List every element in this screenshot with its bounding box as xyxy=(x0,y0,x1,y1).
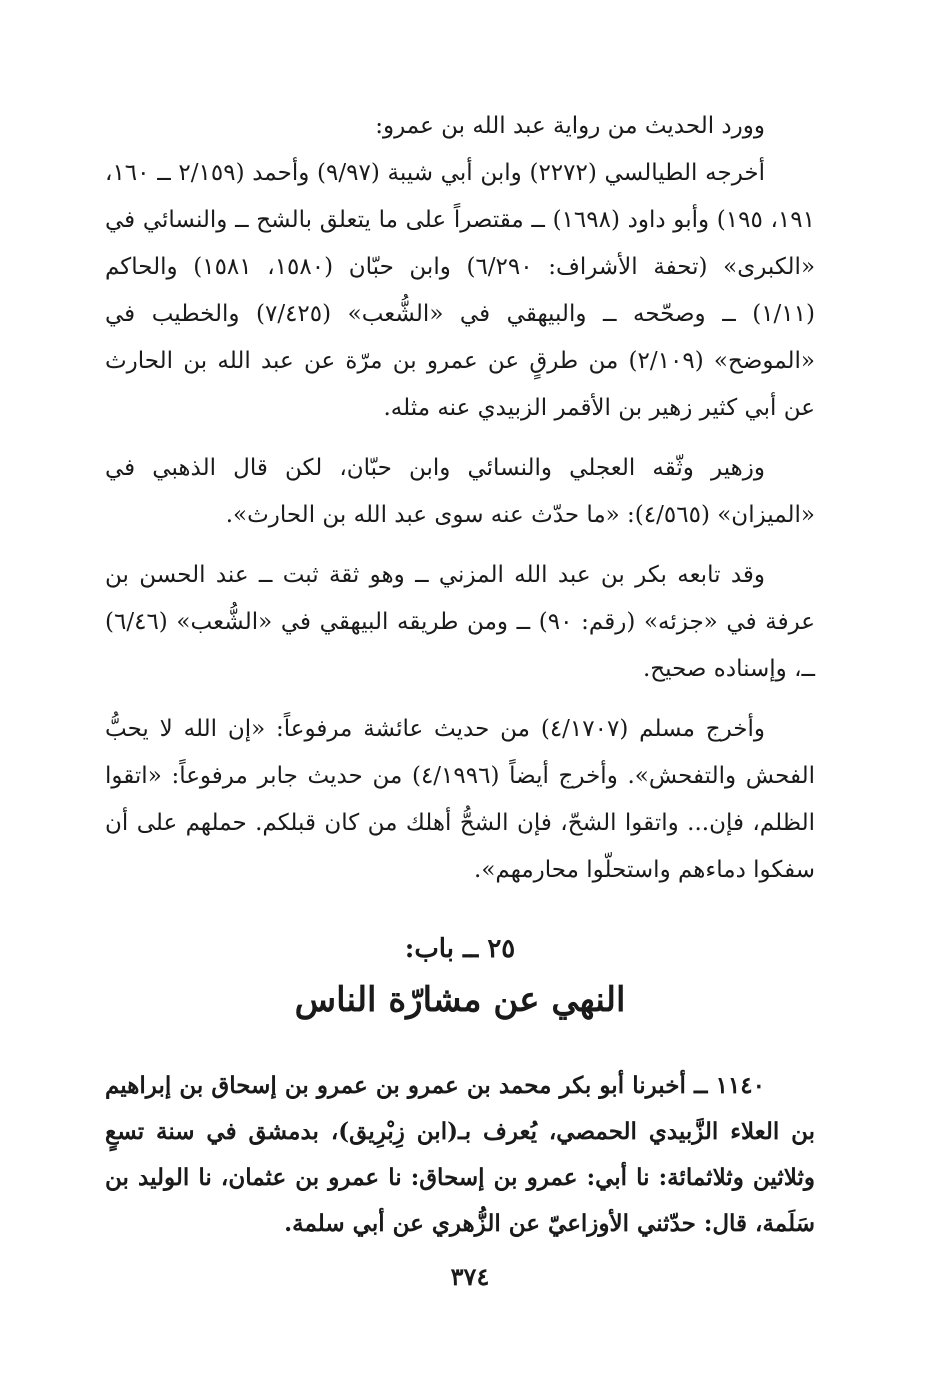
commentary-paragraph-mutabaah: وقد تابعه بكر بن عبد الله المزني ــ وهو ثقة ثبت ــ عند الحسن بن عرفة في «جزئه» (رقم: ٩٠) ــ ومن طريقه البيهقي في «الشُّعب» (٦/٤٦) ــ، وإسناده صحيح. xyxy=(105,562,815,682)
commentary-paragraph-muslim: وأخرج مسلم (٤/١٧٠٧) من حديث عائشة مرفوعاً: «إن الله لا يحبُّ الفحش والتفحش». وأخرج أيضاً (٤/١٩٩٦) من حديث جابر مرفوعاً: «اتقوا الظلم، فإن... واتقوا الشحّ، فإن الشحُّ أهلك من كان قبلكم. حملهم على أن سفكوا دماءهم واستحلّوا محارمهم». xyxy=(105,716,815,883)
page-number: ٣٧٤ xyxy=(450,1262,490,1291)
chapter-number: ٢٥ ــ باب: xyxy=(404,934,516,964)
commentary-section xyxy=(105,103,815,894)
hadith-text: ١١٤٠ ــ أخبرنا أبو بكر محمد بن عمرو بن عمرو بن إسحاق بن إبراهيم بن العلاء الزَّبيدي الحمصي، يُعرف بـ(ابن زِبْرِيق)، بدمشق في سنة تسعٍ وثلاثين وثلاثمائة: نا أبي: عمرو بن إسحاق: نا عمرو بن عثمان، نا الوليد بن سَلَمة، قال: حدّثني الأوزاعيّ عن الزُّهري عن أبي سلمة. xyxy=(105,1072,815,1237)
chapter-title: النهي عن مشارّة الناس xyxy=(294,980,626,1020)
commentary-paragraph-takhrij: أخرجه الطيالسي (٢٢٧٢) وابن أبي شيبة (٩/٩٧) وأحمد (٢/١٥٩ ــ ١٦٠، ١٩١، ١٩٥) وأبو داود (١٦٩٨) ــ مقتصراً على ما يتعلق بالشح ــ والنسائي في «الكبرى» (تحفة الأشراف: ٦/٢٩٠) وابن حبّان (١٥٨٠، ١٥٨١) والحاكم (١/١١) ــ وصحّحه ــ والبيهقي في «الشُّعب» (٧/٤٢٥) والخطيب في «الموضح» (٢/١٠٩) من طرقٍ عن عمرو بن مرّة عن عبد الله بن الحارث عن أبي كثير زهير بن الأقمر الزبيدي عنه مثله. xyxy=(105,160,816,421)
chapter-heading xyxy=(105,925,815,1027)
commentary-paragraph-zuhayr: وزهير وثّقه العجلي والنسائي وابن حبّان، لكن قال الذهبي في «الميزان» (٤/٥٦٥): «ما حدّث عنه سوى عبد الله بن الحارث». xyxy=(105,455,815,528)
commentary-paragraph-intro: وورد الحديث من رواية عبد الله بن عمرو: xyxy=(375,113,765,139)
